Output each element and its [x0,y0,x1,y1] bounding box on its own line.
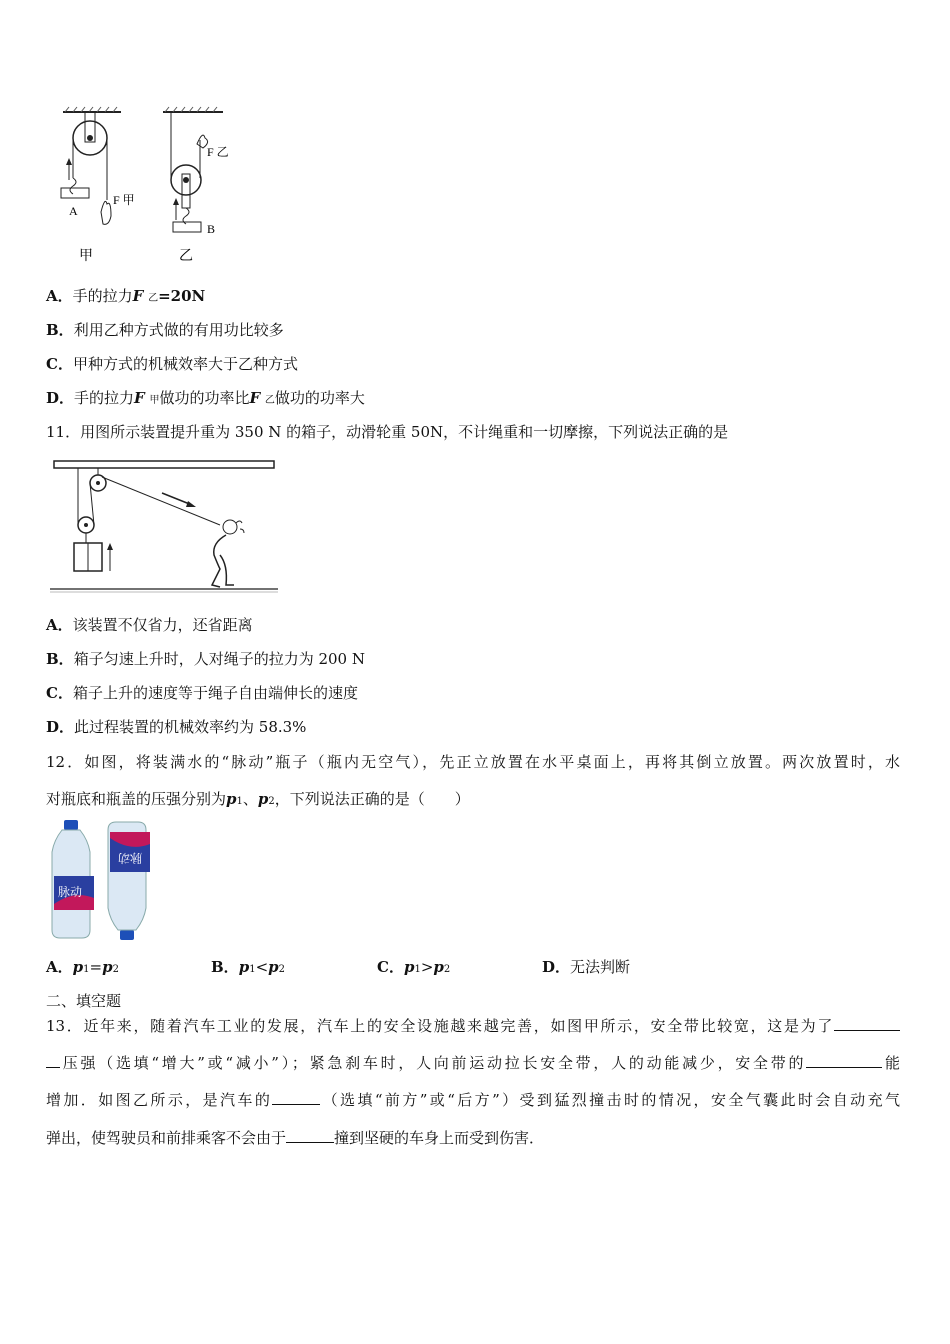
pulley-figure-q10 [55,100,255,270]
q11-figure [50,455,278,595]
q13-line4: 弹出，使驾驶员和前排乘客不会由于 撞到坚硬的车身上而受到伤害． [46,1129,545,1147]
q12-option-b: B．p1<p2 [211,958,286,976]
q11-option-b: B．箱子匀速上升时，人对绳子的拉力为 200 N [46,650,365,668]
q12-bottles-figure [48,818,158,942]
label-b: B [207,222,216,236]
q12-stem-line1: 12．如图，将装满水的“脉动”瓶子（瓶内无空气），先正立放置在水平桌面上，再将其倒立放置。两次放置时，水 [46,753,900,771]
section-title: 二、填空题 [46,992,122,1010]
q10-option-c: C．甲种方式的机械效率大于乙种方式 [46,355,298,373]
label-jia: 甲 [79,248,93,264]
q10-option-b: B．利用乙种方式做的有用功比较多 [46,321,284,339]
force-jia-label: F 甲 [113,193,135,207]
q10-option-a: A．手的拉力F 乙=20N [46,287,206,305]
q11-stem: 11．用图所示装置提升重为 350 N 的箱子，动滑轮重 50N，不计绳重和一切摩擦，下列说法正确的是 [46,423,729,441]
label-yi: 乙 [179,248,193,264]
q13-line3: 增加．如图乙所示，是汽车的 （选填“前方”或“后方”）受到猛烈撞击时的情况，安全气囊此时会自动充气 [46,1091,900,1109]
q12-stem-line2: 对瓶底和瓶盖的压强分别为p1、p2，下列说法正确的是（ ） [46,790,470,808]
bottle-brand-upright: 脉动 [58,885,83,899]
q10-option-d: D．手的拉力F 甲做功的功率比F 乙做功的功率大 [46,389,365,407]
q13-line2: 压强（选填“增大”或“减小”）；紧急刹车时，人向前运动拉长安全带，人的动能减少，安全带的 能 [46,1053,900,1073]
q12-option-c: C．p1>p2 [377,958,451,976]
q11-option-a: A．该装置不仅省力，还省距离 [46,616,253,634]
q12-option-d: D．无法判断 [542,958,631,976]
q11-option-d: D．此过程装置的机械效率约为 58.3% [46,718,307,736]
force-yi-label: F 乙 [207,145,229,159]
q11-option-c: C．箱子上升的速度等于绳子自由端伸长的速度 [46,684,358,702]
q12-option-a: A．p1=p2 [46,958,119,976]
label-a: A [69,204,78,218]
q13-line1: 13．近年来，随着汽车工业的发展，汽车上的安全设施越来越完善，如图甲所示，安全带比较宽，这是为了 [46,1016,900,1036]
bottle-brand-inverted: 脉动 [117,851,142,865]
